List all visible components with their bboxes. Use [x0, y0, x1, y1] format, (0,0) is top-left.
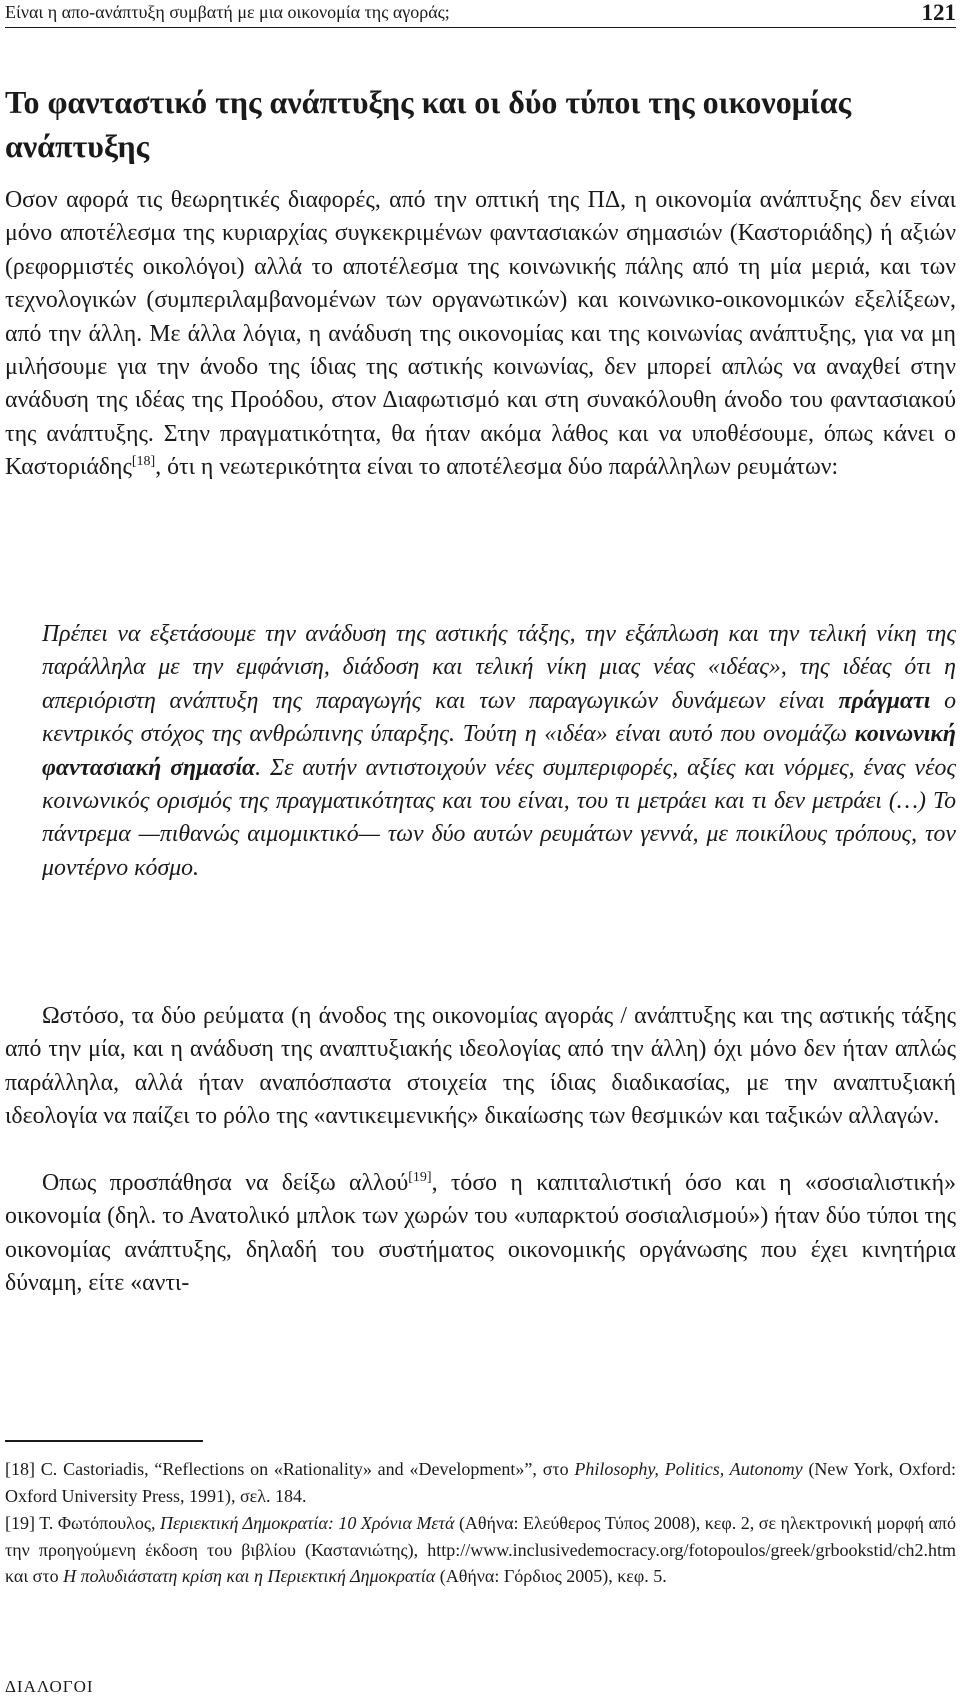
quote-text: Πρέπει να εξετάσουμε την ανάδυση της αστικής τάξης, την εξάπλωση και την τελική νίκη της παράλληλα με την εμφάνιση, διάδοση και τελική νίκη μιας νέας «ιδέας», της ιδέας ότι η απεριόριστη ανάπτυξη της παραγωγής και των παραγωγικών δυνάμεων είναι — [42, 621, 956, 714]
running-head: Είναι η απο-ανάπτυξη συμβατή με μια οικονομία της αγοράς; — [5, 2, 450, 22]
quote-emphasis: πράγματι — [838, 687, 931, 714]
body-paragraph-3 — [5, 1167, 956, 1301]
paragraph-text: Οπως προσπάθησα να δείξω αλλού — [42, 1170, 409, 1196]
footnote-title: Η πολυδιάστατη κρίση και η Περιεκτική Δημοκρατία — [63, 1566, 436, 1586]
block-quote — [42, 618, 956, 885]
footnote-ref-18: [18] — [131, 454, 156, 470]
footnote-text: (Αθήνα: Ελεύθερος Τύπος 2008), κεφ. 2, σε ηλεκτρονική μορφή από την προηγούμενη έκδοση του βιβλίου (Καστανιώτης), http://www.inclusivedemocracy.org/fotopoulos/greek/grbookstid/ch2.htm και στο — [5, 1513, 956, 1586]
quote-text: ο κεντρικός στόχος της ανθρώπινης ύπαρξης. Τούτη η «ιδέα» είναι αυτό που ονομάζω — [42, 687, 956, 748]
journal-name: ΔΙΑΛΟΓΟΙ — [5, 1677, 94, 1696]
paragraph-text: , τόσο η καπιταλιστική όσο και η «σοσιαλιστική» οικονομία (δηλ. το Ανατολικό μπλοκ των χωρών του «υπαρκτού σοσιαλισμού») ήταν δύο τύποι της οικονομίας ανάπτυξης, δηλαδή του συστήματος οικονομικής οργάνωσης που έχει κινητήρια δύναμη, είτε «αντι- — [5, 1170, 956, 1297]
section-title: Το φανταστικό της ανάπτυξης και οι δύο τύποι της οικονομίας ανάπτυξης — [5, 84, 852, 164]
footnote-marker: [19] — [5, 1513, 35, 1533]
footnote-marker: [18] — [5, 1459, 35, 1479]
footnote-text: (New York, Oxford: Oxford University Press, 1991), σελ. 184. — [5, 1459, 957, 1506]
body-paragraph-1 — [5, 184, 956, 485]
footnote-19 — [5, 1510, 956, 1590]
footnote-18 — [5, 1456, 956, 1509]
footnote-ref-19: [19] — [408, 1170, 432, 1186]
quote-emphasis: κοινωνική φαντασιακή σημασία — [42, 721, 956, 781]
footnote-text: C. Castoriadis, “Reflections on «Rationality» and «Development»”, στο — [40, 1459, 575, 1479]
paragraph-text: Οσον αφορά τις θεωρητικές διαφορές, από την οπτική της ΠΔ, η οικονομία ανάπτυξης δεν είναι μόνο αποτέλεσμα της κυριαρχίας συγκεκριμένων φαντασιακών σημασιών (Καστοριάδης) ή αξιών (ρεφορμιστές οικολόγοι) αλλά το αποτέλεσμα της κοινωνικής πάλης από τη μία μεριά, και των τεχνολογικών (συμπεριλαμβανομένων των οργανωτικών) και κοινωνικο-οικονομικών εξελίξεων, από την άλλη. Με άλλα λόγια, η ανάδυση της οικονομίας και της κοινωνίας ανάπτυξης, για να μη μιλήσουμε για την άνοδο της ίδιας της αστικής κοινωνίας, δεν μπορεί απλώς να αναχθεί στην ανάδυση της ιδέας της Προόδου, στον Διαφωτισμό και στη συνακόλουθη άνοδο του φαντασιακού της ανάπτυξης. Στην πραγματικότητα, θα ήταν ακόμα λάθος και να υποθέσουμε, όπως κάνει ο Καστοριάδης — [5, 187, 956, 481]
footnote-text: Τ. Φωτόπουλος, — [39, 1513, 160, 1533]
page-header — [5, 0, 956, 28]
page-number: 121 — [921, 0, 956, 25]
footnote-divider — [5, 1440, 203, 1442]
paragraph-text: , ότι η νεωτερικότητα είναι το αποτέλεσμα δύο παράλληλων ρευμάτων: — [155, 454, 839, 481]
body-paragraph-2: Ωστόσο, τα δύο ρεύματα (η άνοδος της οικονομίας αγοράς / ανάπτυξης και της αστικής τάξης από την μία, και η ανάδυση της αναπτυξιακής ιδεολογίας από την άλλη) όχι μόνο δεν ήταν απλώς παράλληλα, αλλά ήταν αναπόσπαστα στοιχεία της ίδιας διαδικασίας, με την αναπτυξιακή ιδεολογία να παίζει το ρόλο της «αντικειμενικής» δικαίωσης των θεσμικών και ταξικών αλλαγών. — [5, 1003, 956, 1130]
footnote-text: (Αθήνα: Γόρδιος 2005), κεφ. 5. — [435, 1566, 667, 1586]
footnote-title: Philosophy, Politics, Autonomy — [574, 1459, 803, 1479]
footnote-title: Περιεκτική Δημοκρατία: 10 Χρόνια Μετά — [160, 1513, 455, 1533]
quote-text: . Σε αυτήν αντιστοιχούν νέες συμπεριφορές, αξίες και νόρμες, ένας νέος κοινωνικός ορισμός της πραγματικότητας και του είναι, του τι μετράει και τι δεν μετράει (…) Το πάντρεμα —πιθανώς αιμομικτικό— των δύο αυτών ρευμάτων γεννά, με ποικίλους τρόπους, τον μοντέρνο κόσμο. — [42, 754, 956, 881]
